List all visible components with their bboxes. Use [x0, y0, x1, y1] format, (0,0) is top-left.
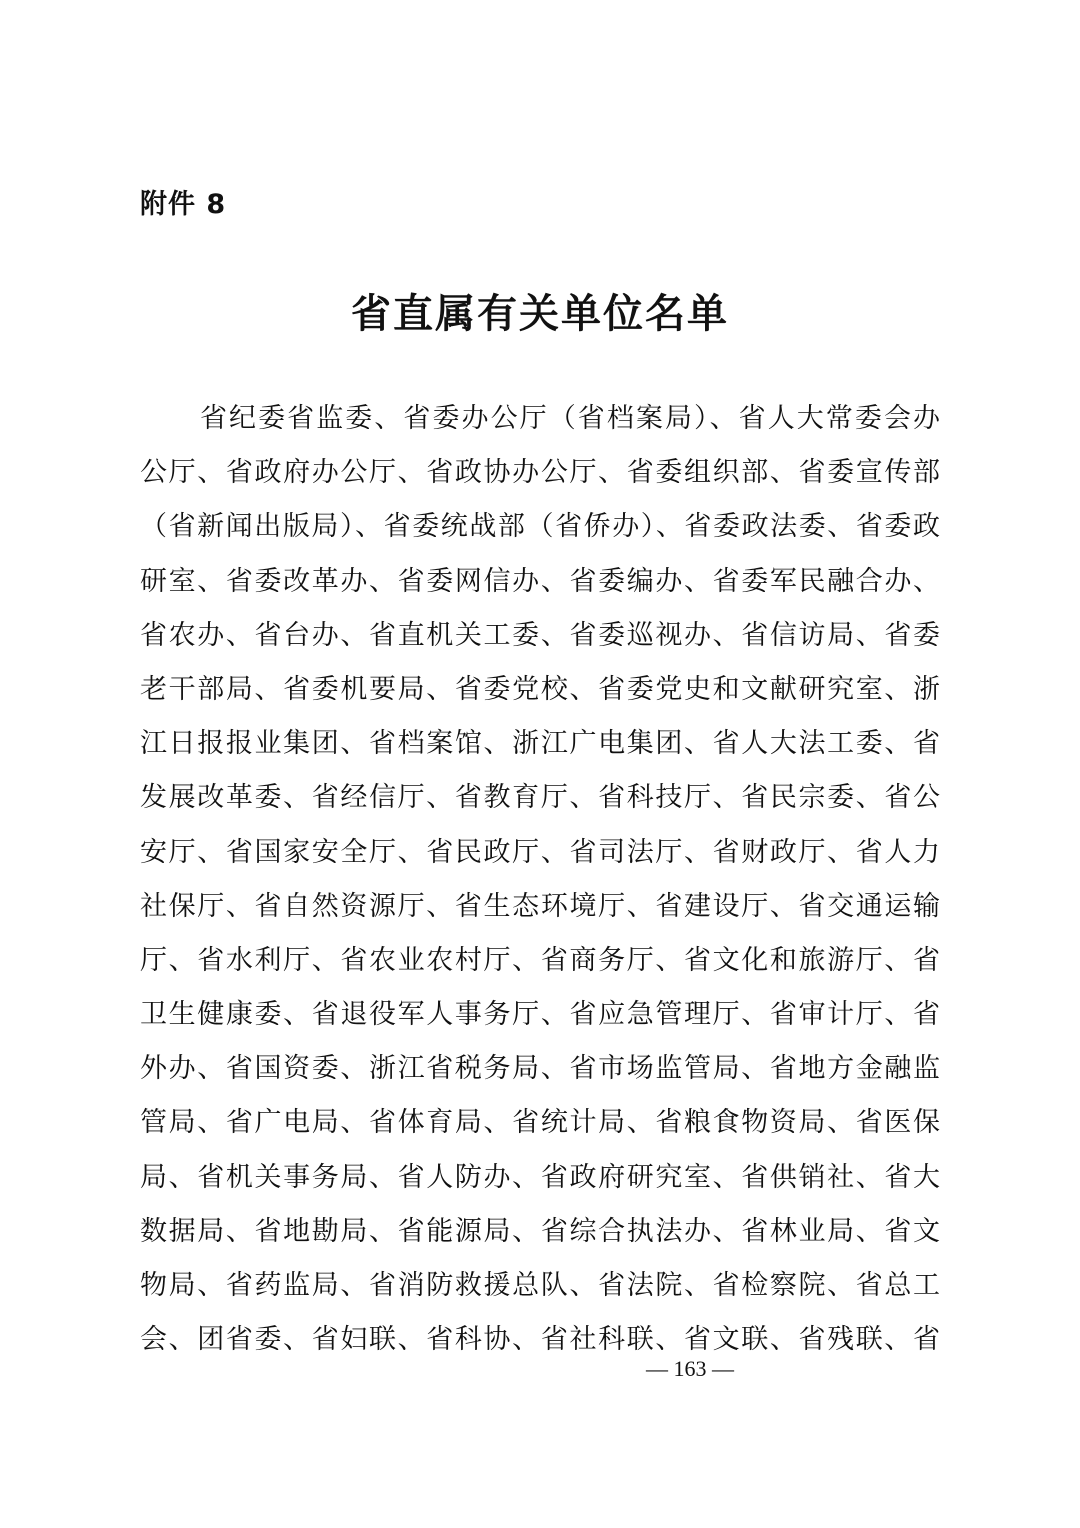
text-line: 外办、省国资委、浙江省税务局、省市场监管局、省地方金融监 [140, 1053, 940, 1085]
text-line: 局、省机关事务局、省人防办、省政府研究室、省供销社、省大 [140, 1161, 940, 1193]
attachment-label: 附件 8 [140, 189, 227, 220]
text-line: 省农办、省台办、省直机关工委、省委巡视办、省信访局、省委 [140, 619, 940, 651]
text-line: 江日报报业集团、省档案馆、浙江广电集团、省人大法工委、省 [140, 728, 940, 760]
text-line: 卫生健康委、省退役军人事务厅、省应急管理厅、省审计厅、省 [140, 999, 940, 1031]
text-line: 省纪委省监委、省委办公厅（省档案局）、省人大常委会办 [200, 403, 940, 434]
text-line: 社保厅、省自然资源厅、省生态环境厅、省建设厅、省交通运输 [140, 890, 940, 922]
text-line: 管局、省广电局、省体育局、省统计局、省粮食物资局、省医保 [140, 1107, 940, 1139]
page-number: — 163 — [646, 1356, 734, 1381]
document-title: 省直属有关单位名单 [351, 290, 729, 337]
body-text [140, 392, 940, 1367]
text-line: （省新闻出版局）、省委统战部（省侨办）、省委政法委、省委政 [140, 511, 940, 543]
text-line: 研室、省委改革办、省委网信办、省委编办、省委军民融合办、 [140, 565, 940, 597]
text-line: 安厅、省国家安全厅、省民政厅、省司法厅、省财政厅、省人力 [140, 836, 940, 868]
text-line: 物局、省药监局、省消防救援总队、省法院、省检察院、省总工 [140, 1270, 940, 1301]
text-line: 老干部局、省委机要局、省委党校、省委党史和文献研究室、浙 [140, 673, 940, 705]
text-line: 发展改革委、省经信厅、省教育厅、省科技厅、省民宗委、省公 [140, 782, 940, 814]
text-line: 会、团省委、省妇联、省科协、省社科联、省文联、省残联、省 [140, 1324, 940, 1356]
text-line: 数据局、省地勘局、省能源局、省综合执法办、省林业局、省文 [140, 1215, 940, 1247]
text-line: 公厅、省政府办公厅、省政协办公厅、省委组织部、省委宣传部 [140, 457, 940, 489]
text-line: 厅、省水利厅、省农业农村厅、省商务厅、省文化和旅游厅、省 [140, 944, 940, 976]
